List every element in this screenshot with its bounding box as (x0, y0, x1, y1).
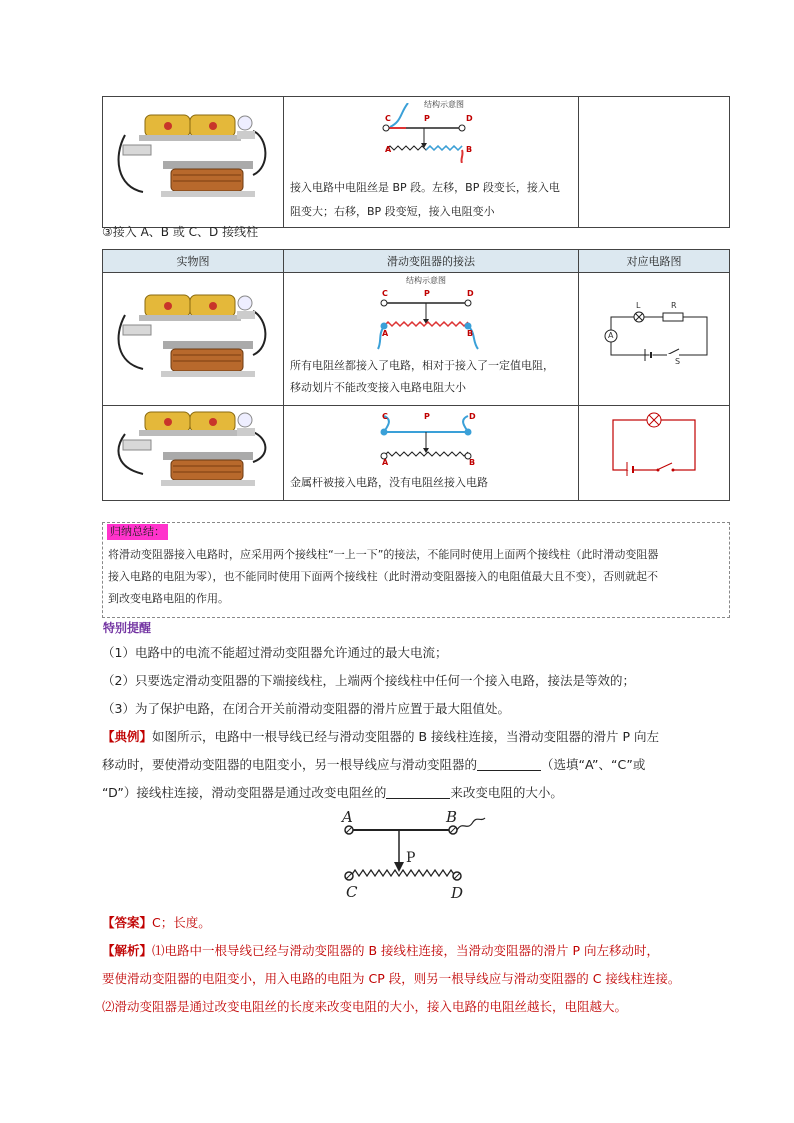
label-b: B (467, 329, 474, 338)
label-c: C (382, 289, 388, 298)
row1-diagram-cell (284, 273, 579, 406)
top-diagram-cell (284, 97, 579, 228)
row2-photo-cell (103, 406, 284, 501)
diagram-title: 结构示意图 (424, 100, 464, 109)
label-d: D (469, 412, 476, 421)
analysis-text: ⑴电路中一根导线已经与滑动变阻器的 B 接线柱连接，当滑动变阻器的滑片 P 向左移动时， (152, 943, 660, 958)
circuit-label-r: R (671, 301, 677, 310)
label-b: B (466, 145, 473, 154)
top-empty-cell (579, 97, 730, 228)
row2-circuit-cell (579, 406, 730, 501)
example-text: （选填“A”、“C”或 (541, 757, 646, 772)
circuit-label-s: S (675, 357, 681, 366)
summary-line: 接入电路的电阻为零），也不能同时使用下面两个接线柱（此时滑动变阻器接入的电阻值最大且不变），否则就起不 (108, 570, 658, 583)
analysis-line1 (102, 941, 659, 961)
header-connection: 滑动变阻器的接法 (284, 250, 579, 273)
analysis-line3: ⑵滑动变阻器是通过改变电阻丝的长度来改变电阻的大小，接入电路的电阻丝越长，电阻越大。 (102, 999, 628, 1014)
reminder-item: （1）电路中的电流不能超过滑动变阻器允许通过的最大电流； (102, 645, 448, 660)
analysis-line2: 要使滑动变阻器的电阻变小，用入电路的电阻为 CP 段，则另一根导线应与滑动变阻器的 C 接线柱连接。 (102, 971, 681, 986)
example-text: “D”）接线柱连接，滑动变阻器是通过改变电阻丝的 (102, 785, 387, 800)
rheostat-cd-diagram (376, 414, 480, 464)
row2-note: 金属杆被接入电路，没有电阻丝接入电路 (290, 476, 488, 489)
circuit-diagram-with-ammeter (601, 303, 713, 363)
diagram-title: 结构示意图 (406, 276, 446, 285)
summary-line: 将滑动变阻器接入电路时，应采用两个接线柱“一上一下”的接法，不能同时使用上面两个接线柱（此时滑动变阻器 (108, 548, 659, 561)
top-photo-cell (103, 97, 284, 228)
circuit-label-l: L (636, 301, 641, 310)
example-line2 (102, 755, 645, 775)
label-c: C (385, 114, 391, 123)
row2-diagram-cell (284, 406, 579, 501)
apparatus-photo (103, 273, 284, 401)
label-p: P (424, 114, 430, 123)
example-text: 移动时，要使滑动变阻器的电阻变小，另一根导线应与滑动变阻器的 (102, 757, 478, 772)
circuit-diagram-lamp (605, 410, 705, 476)
header-circuit: 对应电路图 (579, 250, 730, 273)
reminder-item: （3）为了保护电路，在闭合开关前滑动变阻器的滑片应置于最大阻值处。 (102, 701, 510, 716)
label-b: B (469, 458, 476, 467)
rheostat-ab-diagram (376, 289, 480, 351)
label-a: A (382, 458, 389, 467)
reminder-title: 特别提醒 (103, 621, 152, 635)
label-d: D (467, 289, 474, 298)
label-d: D (466, 114, 473, 123)
header-photo: 实物图 (103, 250, 284, 273)
summary-text (108, 544, 726, 610)
summary-tag: 归纳总结： (107, 524, 168, 540)
row1-note-line2: 移动划片不能改变接入电路电阻大小 (290, 381, 466, 394)
example-line1 (102, 727, 659, 747)
apparatus-photo (103, 97, 284, 223)
rheostat-structure-diagram (380, 103, 480, 163)
figure-label-c: C (346, 883, 358, 901)
answer-tag: 【答案】 (102, 915, 153, 930)
connection-table (102, 249, 730, 501)
figure-label-b: B (446, 808, 458, 826)
label-a: A (382, 329, 389, 338)
label-a: A (385, 145, 392, 154)
top-note-line1: 接入电路中电阻丝是 BP 段。左移，BP 段变长，接入电 (290, 181, 560, 194)
figure-label-p: P (406, 850, 416, 866)
apparatus-photo (103, 406, 284, 496)
figure-label-d: D (451, 884, 464, 902)
top-table (102, 96, 730, 228)
analysis-tag: 【解析】 (102, 943, 153, 958)
circuit-label-a: A (608, 331, 614, 340)
reminder-item: （2）只要选定滑动变阻器的下端接线柱，上端两个接线柱中任何一个接入电路，接法是等效的； (102, 673, 635, 688)
label-p: P (424, 412, 430, 421)
label-p: P (424, 289, 430, 298)
row1-note-line1: 所有电阻丝都接入了电路，相对于接入了一定值电阻， (290, 359, 554, 372)
top-note-line2: 阻变大；右移，BP 段变短，接入电阻变小 (290, 205, 495, 218)
answer-line (102, 913, 211, 933)
summary-line: 到改变电路电阻的作用。 (108, 592, 229, 605)
answer-blank-2[interactable] (386, 784, 450, 799)
label-c: C (382, 412, 388, 421)
example-line3 (102, 783, 563, 803)
answer-text: C；长度。 (152, 915, 211, 930)
row1-photo-cell (103, 273, 284, 406)
example-text: 如图所示，电路中一根导线已经与滑动变阻器的 B 接线柱连接，当滑动变阻器的滑片 P 向左 (152, 729, 660, 744)
example-text: 来改变电阻的大小。 (450, 785, 563, 800)
row1-circuit-cell (579, 273, 730, 406)
example-tag: 【典例】 (102, 729, 153, 744)
figure-label-a: A (342, 808, 353, 826)
answer-blank-1[interactable] (477, 756, 541, 771)
section3-heading: ③接入 A、B 或 C、D 接线柱 (102, 225, 259, 239)
